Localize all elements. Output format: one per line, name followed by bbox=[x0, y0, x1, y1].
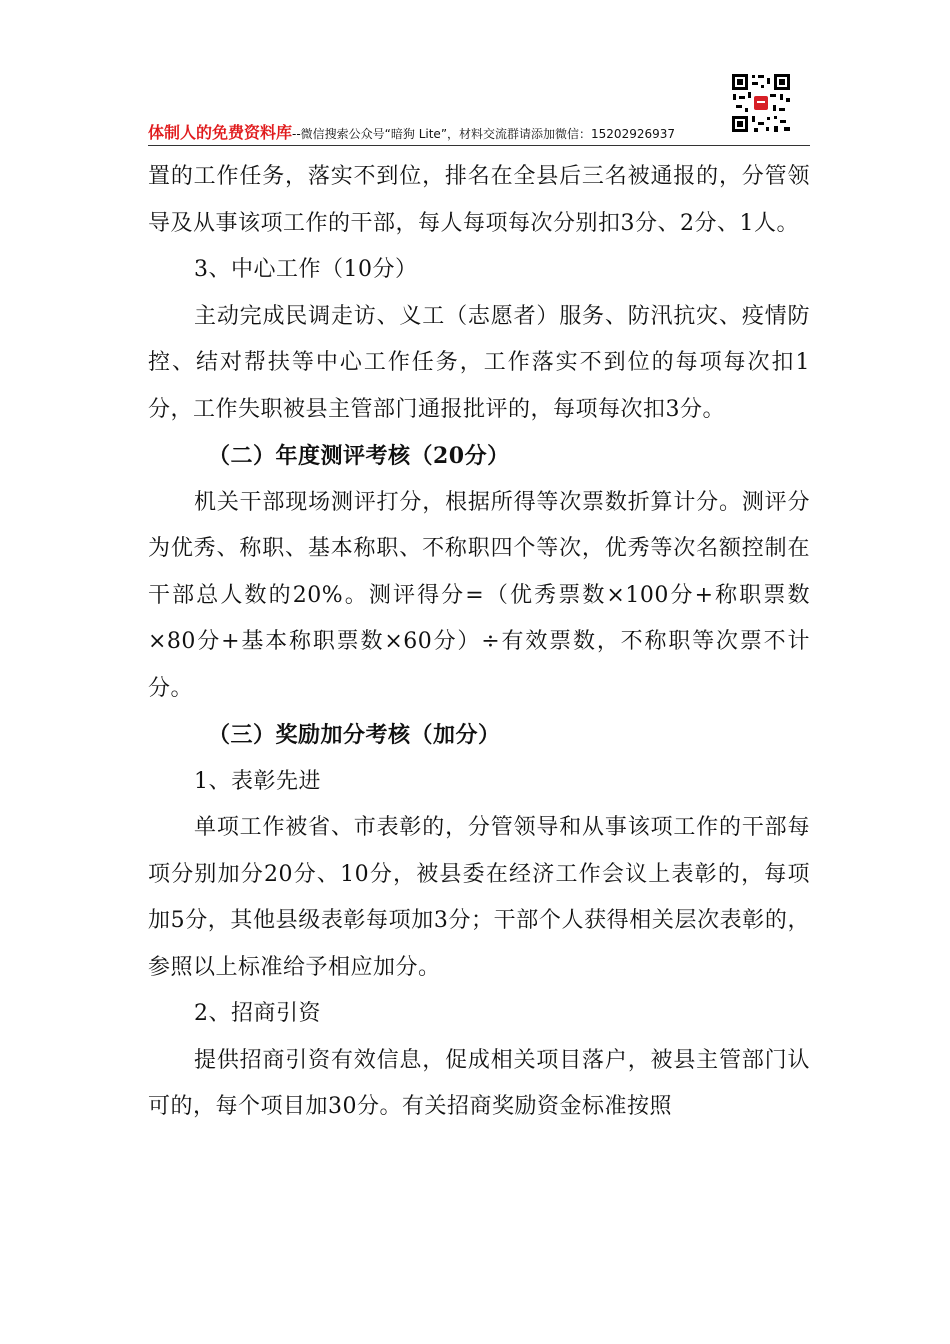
document-body bbox=[148, 154, 810, 1131]
subheading-central-work: 3、中心工作（10分） bbox=[194, 257, 418, 282]
section-heading-bonus-points: （三）奖励加分考核（加分） bbox=[208, 722, 501, 748]
qr-code-icon bbox=[730, 72, 792, 134]
subheading-investment: 2、招商引资 bbox=[194, 1001, 321, 1026]
brand-title: 体制人的免费资料库 bbox=[148, 123, 293, 142]
section-heading-annual-evaluation: （二）年度测评考核（20分） bbox=[208, 443, 510, 469]
header-note: --微信搜索公众号“暗狗 Lite”，材料交流群请添加微信：15202926937 bbox=[292, 127, 676, 141]
page-header bbox=[148, 120, 808, 144]
paragraph-continuation: 置的工作任务，落实不到位，排名在全县后三名被通报的，分管领导及从事该项工作的干部，每人每项每次分别扣3分、2分、1人。 bbox=[148, 164, 810, 236]
paragraph-commendation: 单项工作被省、市表彰的，分管领导和从事该项工作的干部每项分别加分20分、10分，被县委在经济工作会议上表彰的，每项加5分，其他县级表彰每项加3分；干部个人获得相关层次表彰的，参照以上标准给予相应加分。 bbox=[148, 815, 810, 980]
subheading-commendation: 1、表彰先进 bbox=[194, 768, 321, 794]
header-divider bbox=[148, 145, 810, 146]
paragraph-central-work: 主动完成民调走访、义工（志愿者）服务、防汛抗灾、疫情防控、结对帮扶等中心工作任务，工作落实不到位的每项每次扣1分，工作失职被县主管部门通报批评的，每项每次扣3分。 bbox=[148, 303, 810, 422]
paragraph-investment: 提供招商引资有效信息，促成相关项目落户，被县主管部门认可的，每个项目加30分。有关招商奖励资金标准按照 bbox=[148, 1047, 810, 1119]
paragraph-annual-evaluation: 机关干部现场测评打分，根据所得等次票数折算计分。测评分为优秀、称职、基本称职、不称职四个等次，优秀等次名额控制在干部总人数的20%。测评得分=（优秀票数×100分+称职票数×80分+基本称职票数×60分）÷有效票数，不称职等次票不计分。 bbox=[148, 489, 810, 701]
